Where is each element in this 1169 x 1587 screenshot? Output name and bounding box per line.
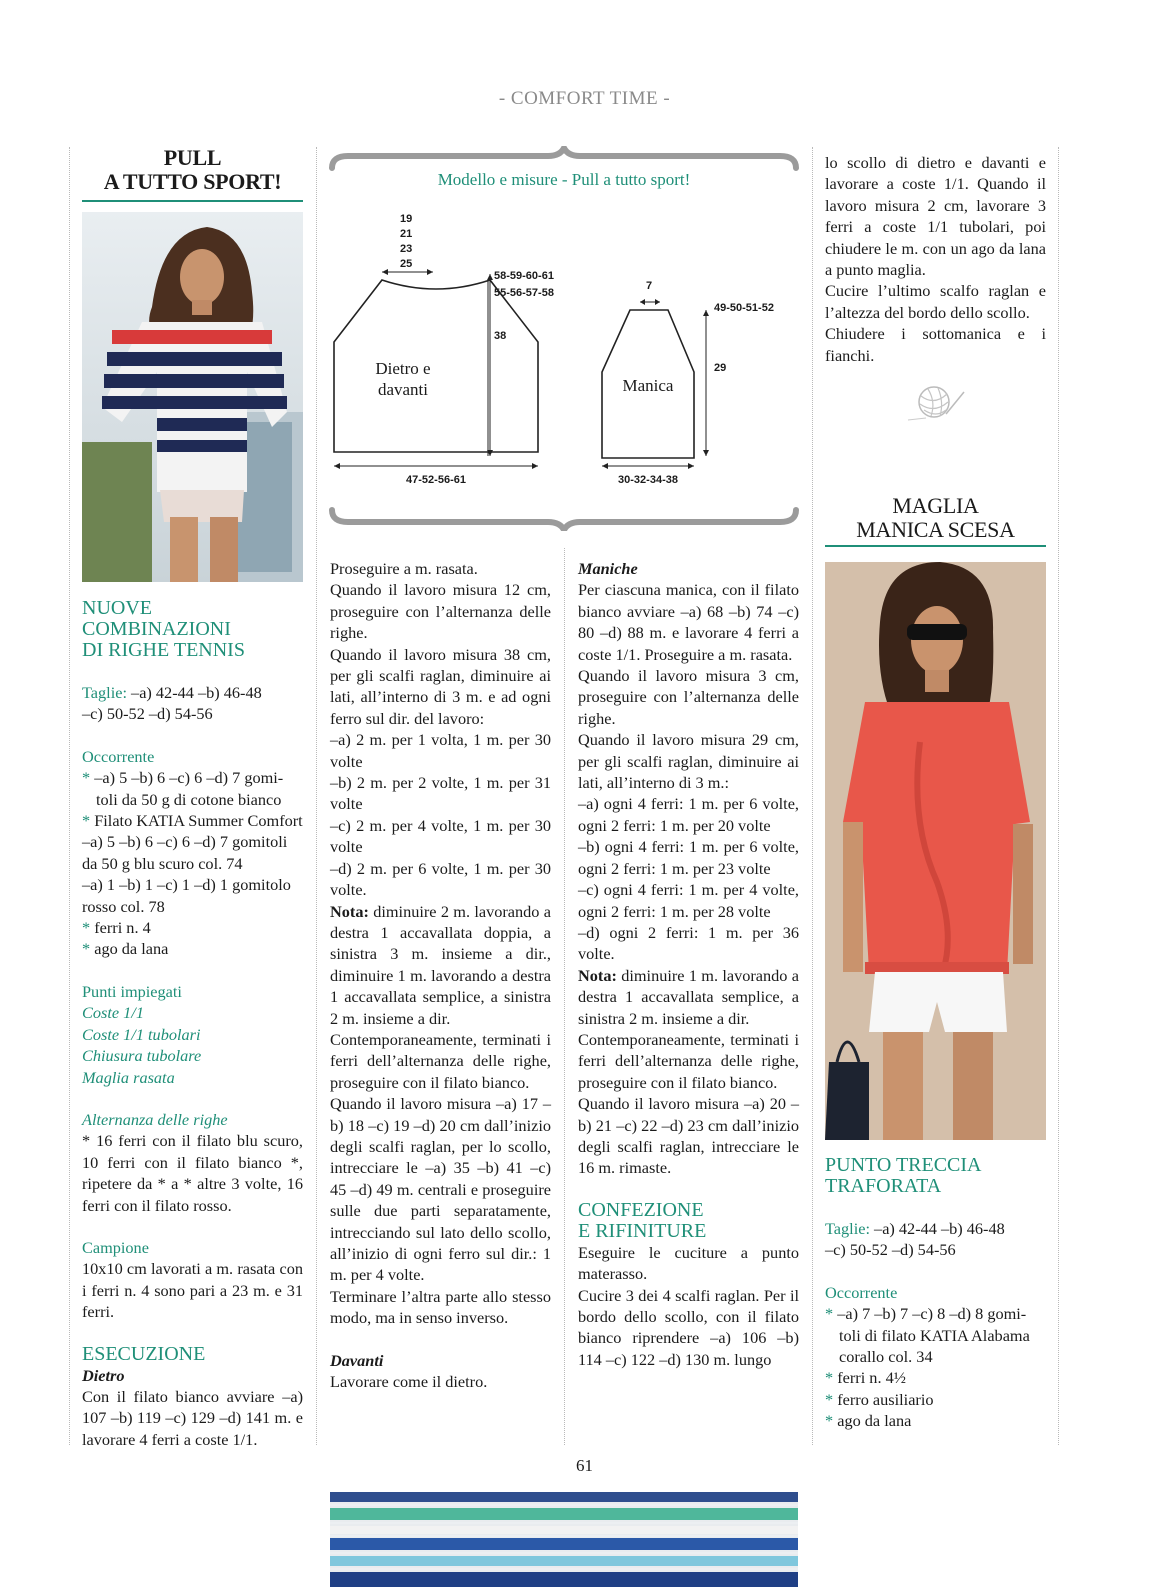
column-divider [316, 147, 317, 1445]
stitch-item: Chiusura tubolare [82, 1046, 202, 1066]
article1-text [82, 598, 303, 1450]
paragraph: Chiudere i sottomanica e i fianchi. [825, 324, 1046, 365]
total-length-label: 55-56-57-58 [494, 287, 554, 299]
column-divider [812, 147, 813, 1445]
neck-width-label: 23 [400, 243, 413, 255]
striped-sweater-photo [82, 212, 303, 582]
material-text: ago da lana [94, 939, 169, 959]
armhole-height-label: 38 [494, 330, 507, 342]
paragraph: Cucire 3 dei 4 scalfi raglan. Per il bordo dello scollo, con il filato bianco riprendere –a) 106 –b) 114 –c) 122 –d) 130 m. lungo [578, 1285, 799, 1369]
subtitle-line: PUNTO TRECCIA [825, 1154, 982, 1176]
material-text: –a) 5 –b) 6 –c) 6 –d) 7 gomi- [94, 768, 284, 788]
material-text: –a) 1 –b) 1 –c) 1 –d) 1 gomitolo [82, 875, 291, 895]
sleeve-top-label: 7 [646, 280, 653, 292]
paragraph: –a) ogni 4 ferri: 1 m. per 6 volte, ogni 2 ferri: 1 m. per 20 volte [578, 794, 799, 835]
paragraph: lo scollo di dietro e davanti e lavorare a coste 1/1. Quando il lavoro misura 2 cm, lavorare 3 ferri a coste 1/1 tubolari, poi chiudere le m. con un ago da lana a punto maglia. [825, 153, 1046, 280]
stitch-item: Maglia rasata [82, 1067, 175, 1087]
sleeve-length-label: 49-50-51-52 [714, 302, 774, 314]
stitches-heading: Punti impiegati [82, 981, 182, 1001]
material-item: * –a) 5 –b) 6 –c) 6 –d) 7 gomi- [82, 768, 284, 788]
paragraph: Terminare l’altra parte allo stesso modo, ma in senso inverso. [330, 1286, 551, 1328]
material-item: * ferro ausiliario [825, 1389, 934, 1409]
paragraph: Quando il lavoro misura –a) 17 –b) 18 –c) 19 –d) 20 cm dall’inizio degli scalfi raglan, per lo scollo, intrecciare le –a) 35 –b) 41 –c) 45 –d) 49 m. centrali e proseguire sulle due parti separatamente, intrecciando sul lato dello scollo, all’inizio di ogni ferro sul dir.: 1 m. per 4 volte. [330, 1094, 551, 1285]
body-width-label: 47-52-56-61 [406, 474, 466, 486]
sizes-value: –a) 42-44 –b) 46-48 [126, 683, 262, 702]
article2-text [825, 1155, 1046, 1432]
material-text: ago da lana [837, 1411, 912, 1431]
note-paragraph [578, 965, 799, 1029]
finishing-heading-line: E RIFINITURE [578, 1219, 707, 1242]
material-item: * ago da lana [82, 939, 169, 959]
paragraph: –b) ogni 4 ferri: 1 m. per 6 volte, ogni 2 ferri: 1 m. per 23 volte [578, 837, 799, 878]
coral-top-photo [825, 562, 1046, 1140]
sizes-line [825, 1218, 1046, 1239]
article2-title-line1: MAGLIA [892, 493, 979, 518]
paragraph: Eseguire le cuciture a punto materasso. [578, 1242, 799, 1284]
material-text: rosso col. 78 [82, 896, 165, 916]
sleeve-height-label: 29 [714, 362, 727, 374]
note-label: Nota: [330, 901, 369, 921]
sizes-value: –a) 42-44 –b) 46-48 [869, 1219, 1005, 1238]
article2-subtitle [825, 1155, 1046, 1197]
body-label-line: davanti [377, 380, 429, 399]
column2-text [330, 558, 551, 1392]
sizes-value: –c) 50-52 –d) 54-56 [825, 1240, 956, 1260]
paragraph: Quando il lavoro misura –a) 20 –b) 21 –c) 22 –d) 23 cm dall’inizio degli scalfi raglan, intrecciare le 16 m. rimaste. [578, 1094, 799, 1178]
stitch-item: Coste 1/1 tubolari [82, 1024, 201, 1044]
neck-width-label: 25 [400, 258, 413, 270]
front-heading: Davanti [330, 1350, 384, 1370]
paragraph: Cucire l’ultimo scalfo raglan e l’altezza del bordo dello scollo. [825, 281, 1046, 322]
body-piece-label [368, 358, 438, 400]
material-item: * ferri n. 4 [82, 918, 151, 938]
material-text: ferri n. 4 [94, 918, 151, 938]
pattern-diagram [328, 146, 800, 531]
neck-width-labels [400, 212, 412, 272]
article1-title-line1: PULL [163, 145, 222, 170]
paragraph: –d) ogni 2 ferri: 1 m. per 36 volte. [578, 922, 799, 964]
article2-title-line2: MANICA SCESA [856, 517, 1015, 542]
stitch-item: Coste 1/1 [82, 1003, 144, 1023]
sleeves-heading: Maniche [578, 559, 638, 578]
sleeve-piece-label: Manica [622, 376, 674, 395]
materials-heading: Occorrente [825, 1282, 898, 1302]
paragraph: Quando il lavoro misura 3 cm, proseguire con l’alternanza delle righe. [578, 666, 799, 728]
paragraph: Quando il lavoro misura 29 cm, per gli scalfi raglan, diminuire ai lati, all’interno di 3 m.: [578, 730, 799, 793]
finishing-heading [578, 1200, 799, 1242]
title-rule [825, 545, 1046, 547]
material-text: toli di filato KATIA Alabama [839, 1325, 1030, 1345]
article2-title-block [825, 494, 1046, 547]
sizes-line [82, 682, 303, 703]
subtitle-line: NUOVE COMBINAZIONI [82, 597, 231, 640]
total-length-labels [494, 268, 554, 302]
subtitle-line: DI RIGHE TENNIS [82, 639, 245, 661]
column3-text [578, 558, 799, 1370]
article1-title [82, 146, 303, 194]
paragraph: –d) 2 m. per 6 volte, 1 m. per 30 volte. [330, 858, 551, 900]
paragraph: Quando il lavoro misura 12 cm, proseguire con l’alternanza delle righe. [330, 580, 551, 643]
material-item: * Filato KATIA Summer Comfort [82, 811, 303, 831]
material-text: Filato KATIA Summer Comfort [94, 811, 303, 831]
title-rule [82, 200, 303, 202]
total-length-label: 58-59-60-61 [494, 270, 554, 282]
materials-heading: Occorrente [82, 746, 155, 766]
paragraph: –a) 2 m. per 1 volta, 1 m. per 30 volte [330, 730, 551, 771]
gauge-text: 10x10 cm lavorati a m. rasata con i ferri n. 4 sono pari a 23 m. e 31 ferri. [82, 1259, 303, 1322]
knit-swatch-photo [330, 1492, 798, 1587]
material-text: toli da 50 g di cotone bianco [96, 789, 282, 809]
article1-column [82, 146, 303, 202]
article1-subtitle [82, 598, 303, 661]
back-heading: Dietro [82, 1365, 125, 1385]
finishing-heading-line: CONFEZIONE [578, 1198, 704, 1221]
stripes-text: * 16 ferri con il filato blu scuro, 10 ferri con il filato bianco *, ripetere da * a * altre 3 volte, 16 ferri con il filato rosso. [82, 1131, 303, 1215]
sizes-value: –c) 50-52 –d) 54-56 [82, 704, 213, 724]
body-label-line: Dietro e [375, 359, 431, 378]
material-item: * –a) 7 –b) 7 –c) 8 –d) 8 gomi- [825, 1304, 1027, 1324]
material-item: * ferri n. 4½ [825, 1368, 906, 1388]
diagram-title: Modello e misure - Pull a tutto sport! [437, 170, 691, 189]
column-divider [69, 147, 70, 1445]
paragraph: Contemporaneamente, terminati i ferri dell’alternanza delle righe, proseguire con il filato bianco. [578, 1029, 799, 1092]
subtitle-line: TRAFORATA [825, 1175, 942, 1197]
sizes-label: Taglie: [82, 683, 127, 702]
column4-text [825, 152, 1046, 366]
paragraph: Per ciascuna manica, con il filato bianco avviare –a) 68 –b) 74 –c) 80 –d) 88 m. e lavorare 4 ferri a coste 1/1. Proseguire a m. rasata. [578, 580, 799, 664]
note-text: diminuire 1 m. lavorando a destra 1 accavallata semplice, a sinistra 2 m. insieme a dir. [578, 965, 799, 1028]
column-divider [1058, 147, 1059, 1445]
article1-title-line2: A TUTTO SPORT! [103, 169, 282, 194]
sleeve-width-label: 30-32-34-38 [618, 474, 678, 486]
paragraph: –c) 2 m. per 4 volte, 1 m. per 30 volte [330, 815, 551, 857]
material-item: * ago da lana [825, 1411, 912, 1431]
gauge-heading: Campione [82, 1237, 149, 1257]
execution-heading: ESECUZIONE [82, 1342, 206, 1365]
material-text: ferri n. 4½ [837, 1368, 906, 1388]
paragraph: –c) ogni 4 ferri: 1 m. per 4 volte, ogni 2 ferri: 1 m. per 28 volte [578, 880, 799, 921]
page-number: 61 [576, 1456, 593, 1475]
sizes-label: Taglie: [825, 1219, 870, 1238]
paragraph: Contemporaneamente, terminati i ferri dell’alternanza delle righe, proseguire con il filato bianco. [330, 1029, 551, 1092]
note-paragraph [330, 901, 551, 1029]
material-text: –a) 7 –b) 7 –c) 8 –d) 8 gomi- [837, 1304, 1027, 1324]
note-text: diminuire 2 m. lavorando a destra 1 accavallata doppia, a sinistra 3 m. insieme a dir., diminuire 1 m. lavorando a destra 1 accavallata semplice, a sinistra 2 m. insieme a dir. [330, 901, 551, 1028]
material-text: –a) 5 –b) 6 –c) 6 –d) 7 gomitoli [82, 832, 288, 852]
article2-title [825, 494, 1046, 542]
paragraph: Quando il lavoro misura 38 cm, per gli scalfi raglan, diminuire ai lati, all’interno di 3 m. e ad ogni ferro sul dir. del lavoro: [330, 644, 551, 728]
note-label: Nota: [578, 965, 617, 985]
neck-width-label: 19 [400, 213, 413, 225]
column-divider [564, 548, 565, 1445]
material-text: corallo col. 34 [839, 1347, 933, 1367]
running-title: - COMFORT TIME - [498, 88, 671, 109]
material-text: da 50 g blu scuro col. 74 [82, 853, 243, 873]
material-text: ferro ausiliario [837, 1389, 934, 1409]
stripes-heading: Alternanza delle righe [82, 1109, 228, 1129]
yarn-ball-icon [906, 380, 966, 424]
neck-width-label: 21 [400, 228, 413, 240]
paragraph: –b) 2 m. per 2 volte, 1 m. per 31 volte [330, 773, 551, 814]
paragraph: Proseguire a m. rasata. [330, 559, 478, 578]
back-text: Con il filato bianco avviare –a) 107 –b) 119 –c) 129 –d) 141 m. e lavorare 4 ferri a coste 1/1. [82, 1386, 303, 1449]
paragraph: Lavorare come il dietro. [330, 1372, 488, 1392]
